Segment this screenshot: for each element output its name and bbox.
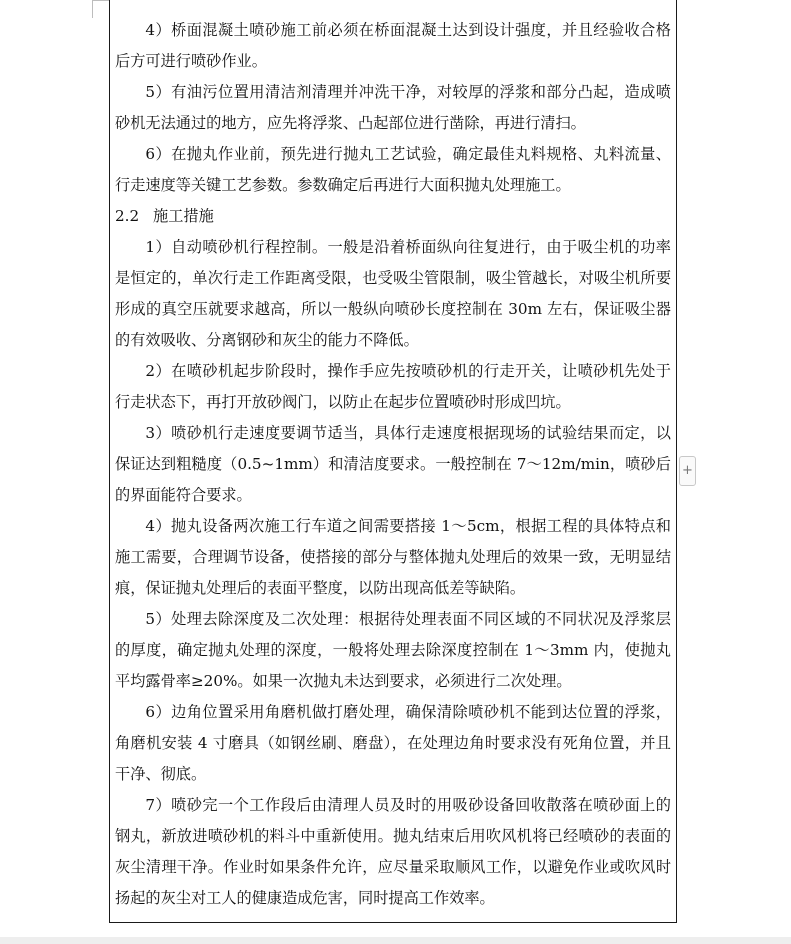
paragraph: 4）桥面混凝土喷砂施工前必须在桥面混凝土达到设计强度，并且经验收合格后方可进行喷砂作业。 <box>115 21 671 70</box>
paragraph: 4）抛丸设备两次施工行车道之间需要搭接 1～5cm，根据工程的具体特点和施工需要，合理调节设备，使搭接的部分与整体抛丸处理后的效果一致，无明显结痕，保证抛丸处理后的表面平整度，以防出现高低差等缺陷。 <box>115 517 671 597</box>
document-body[interactable] <box>115 15 671 914</box>
crop-mark <box>92 0 93 18</box>
paragraph: 6）边角位置采用角磨机做打磨处理，确保清除喷砂机不能到达位置的浮浆，角磨机安装 4 寸磨具（如钢丝刷、磨盘），在处理边角时要求没有死角位置，并且干净、彻底。 <box>115 703 671 783</box>
crop-mark <box>92 0 110 1</box>
paragraph: 7）喷砂完一个工作段后由清理人员及时的用吸砂设备回收散落在喷砂面上的钢丸，新放进喷砂机的料斗中重新使用。抛丸结束后用吹风机将已经喷砂的表面的灰尘清理干净。作业时如果条件允许，应尽量采取顺风工作，以避免作业或吹风时扬起的灰尘对工人的健康造成危害，同时提高工作效率。 <box>115 796 671 907</box>
paragraph: 5）处理去除深度及二次处理：根据待处理表面不同区域的不同状况及浮浆层的厚度，确定抛丸处理的深度，一般将处理去除深度控制在 1～3mm 内，使抛丸平均露骨率≥20%。如果一次抛丸未达到要求，必须进行二次处理。 <box>115 610 671 690</box>
paragraph: 1）自动喷砂机行程控制。一般是沿着桥面纵向往复进行，由于吸尘机的功率是恒定的，单次行走工作距离受限，也受吸尘管限制，吸尘管越长，对吸尘机所要形成的真空压就要求越高，所以一般纵向喷砂长度控制在 30m 左右，保证吸尘器的有效吸收、分离钢砂和灰尘的能力不降低。 <box>115 238 671 349</box>
paragraph: 3）喷砂机行走速度要调节适当，具体行走速度根据现场的试验结果而定，以保证达到粗糙度（0.5~1mm）和清洁度要求。一般控制在 7～12m/min，喷砂后的界面能符合要求。 <box>115 424 671 504</box>
paragraph: 5）有油污位置用清洁剂清理并冲洗干净，对较厚的浮浆和部分凸起，造成喷砂机无法通过的地方，应先将浮浆、凸起部位进行凿除，再进行清扫。 <box>115 83 671 132</box>
section-title: 施工措施 <box>153 207 214 225</box>
section-heading <box>115 201 671 232</box>
page-gap <box>0 937 791 944</box>
paragraph: 6）在抛丸作业前，预先进行抛丸工艺试验，确定最佳丸料规格、丸料流量、行走速度等关键工艺参数。参数确定后再进行大面积抛丸处理施工。 <box>115 145 671 194</box>
paragraph: 2）在喷砂机起步阶段时，操作手应先按喷砂机的行走开关，让喷砂机先处于行走状态下，再打开放砂阀门，以防止在起步位置喷砂时形成凹坑。 <box>115 362 671 411</box>
section-number: 2.2 <box>115 207 140 225</box>
add-row-button[interactable]: + <box>679 456 696 486</box>
